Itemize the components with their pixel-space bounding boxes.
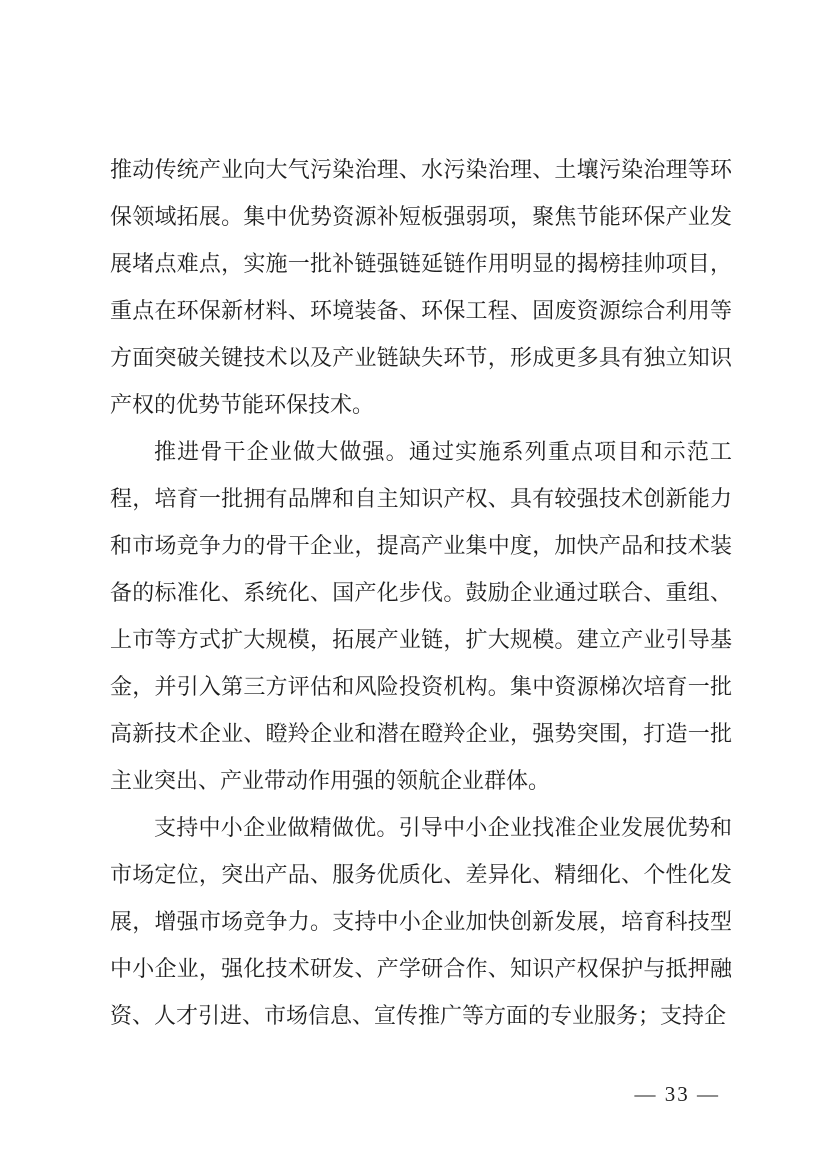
body-paragraph-sme-support: 支持中小企业做精做优。引导中小企业找准企业发展优势和市场定位，突出产品、服务优质化、差异化、精细化、个性化发展，增强市场竞争力。支持中小企业加快创新发展，培育科技型中小企业，强化技术研发、产学研合作、知识产权保护与抵押融资、人才引进、市场信息、宣传推广等方面的专业服务；支持企: [110, 815, 732, 1028]
page-number: — 33 —: [634, 1082, 720, 1106]
body-paragraph-continuation: 推动传统产业向大气污染治理、水污染治理、土壤污染治理等环保领域拓展。集中优势资源补短板强弱项，聚焦节能环保产业发展堵点难点，实施一批补链强链延链作用明显的揭榜挂帅项目，重点在环保新材料、环境装备、环保工程、固废资源综合利用等方面突破关键技术以及产业链缺失环节，形成更多具有独立知识产权的优势节能环保技术。: [110, 157, 732, 417]
body-paragraph-backbone-enterprises: 推进骨干企业做大做强。通过实施系列重点项目和示范工程，培育一批拥有品牌和自主知识产权、具有较强技术创新能力和市场竞争力的骨干企业，提高产业集中度，加快产品和技术装备的标准化、系统化、国产化步伐。鼓励企业通过联合、重组、上市等方式扩大规模，拓展产业链，扩大规模。建立产业引导基金，并引入第三方评估和风险投资机构。集中资源梯次培育一批高新技术企业、瞪羚企业和潜在瞪羚企业，强势突围，打造一批主业突出、产业带动作用强的领航企业群体。: [110, 439, 732, 793]
document-body: [110, 146, 732, 1039]
